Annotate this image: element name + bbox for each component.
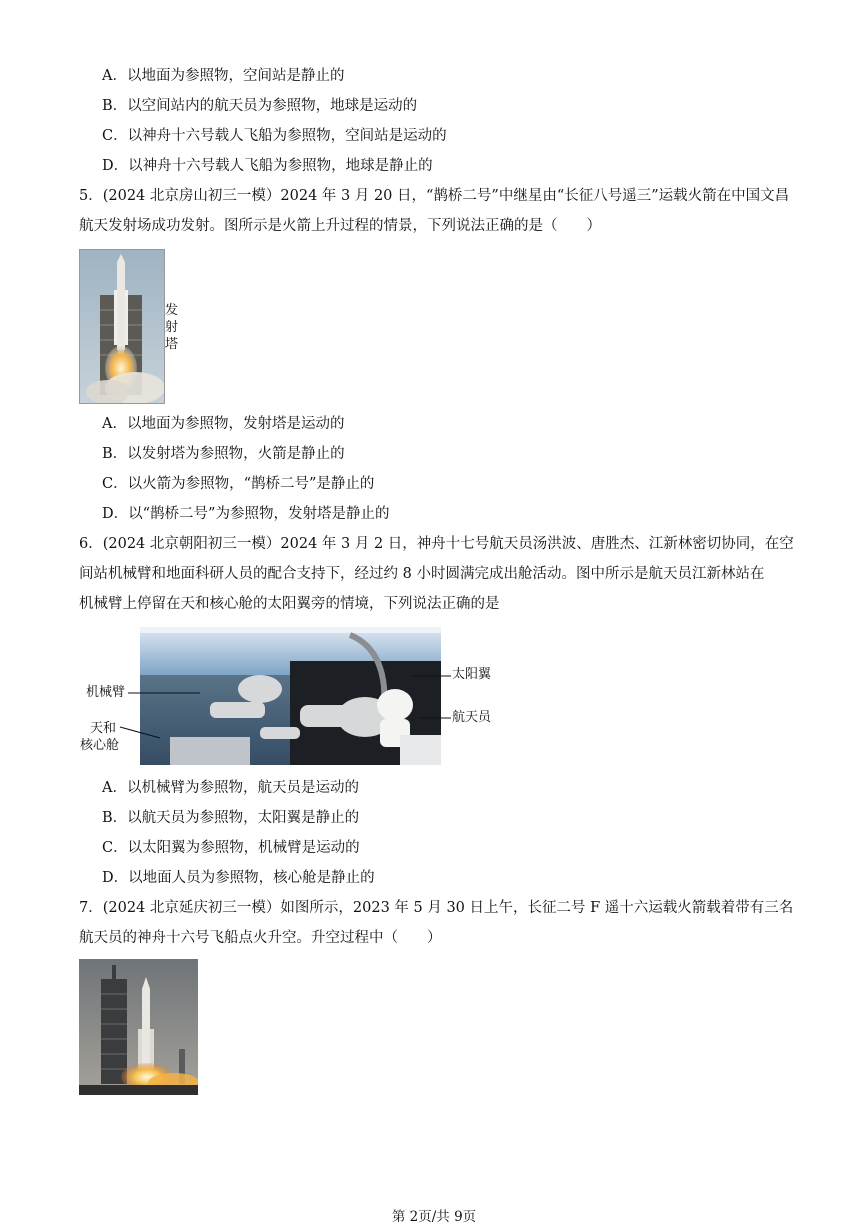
q4-option-d: D．以神舟十六号载人飞船为参照物，地球是静止的 bbox=[102, 158, 433, 174]
q6-stem-line2: 间站机械臂和地面科研人员的配合支持下，经过约 8 小时圆满完成出舱活动。图中所示是航天员江新林站在 bbox=[79, 566, 765, 582]
solar-wing-label: 太阳翼 bbox=[452, 667, 492, 682]
q6-stem-line3: 机械臂上停留在天和核心舱的太阳翼旁的情境，下列说法正确的是 bbox=[79, 596, 500, 612]
q5-option-b: B．以发射塔为参照物，火箭是静止的 bbox=[102, 446, 345, 462]
q5-option-a: A．以地面为参照物，发射塔是运动的 bbox=[102, 416, 345, 432]
q6-option-d: D．以地面人员为参照物，核心舱是静止的 bbox=[102, 870, 375, 886]
tianhe-label-line1: 天和 bbox=[90, 721, 117, 736]
core-module-label-line2: 核心舱 bbox=[80, 738, 120, 753]
launch-tower-label: 发射塔 bbox=[165, 303, 179, 352]
page-footer: 第 2页/共 9页 bbox=[391, 1209, 477, 1225]
q6-option-a: A．以机械臂为参照物，航天员是运动的 bbox=[102, 780, 359, 796]
q5-option-d: D．以“鹊桥二号”为参照物，发射塔是静止的 bbox=[102, 506, 390, 522]
astronaut-label: 航天员 bbox=[452, 710, 492, 725]
q6-option-b: B．以航天员为参照物，太阳翼是静止的 bbox=[102, 810, 360, 826]
q4-option-a: A．以地面为参照物，空间站是静止的 bbox=[102, 68, 345, 84]
q6-callout-lines bbox=[0, 620, 868, 770]
rocket-liftoff-image bbox=[79, 959, 198, 1095]
q7-rocket-figure bbox=[79, 959, 198, 1095]
q6-stem-line1: 6．(2024 北京朝阳初三一模）2024 年 3 月 2 日，神舟十七号航天员汤洪波、唐胜杰、江新林密切协同，在空 bbox=[79, 536, 794, 552]
q7-stem-line2: 航天员的神舟十六号飞船点火升空。升空过程中（ ） bbox=[79, 930, 442, 946]
q6-option-c: C．以太阳翼为参照物，机械臂是运动的 bbox=[102, 840, 360, 856]
q5-stem-line2: 航天发射场成功发射。图所示是火箭上升过程的情景，下列说法正确的是（ ） bbox=[79, 218, 601, 234]
q5-rocket-figure bbox=[79, 249, 165, 404]
q5-option-c: C．以火箭为参照物，“鹊桥二号”是静止的 bbox=[102, 476, 375, 492]
q4-option-c: C．以神舟十六号载人飞船为参照物，空间站是运动的 bbox=[102, 128, 447, 144]
q5-stem-line1: 5．(2024 北京房山初三一模）2024 年 3 月 20 日，“鹊桥二号”中继星由“长征八号遥三”运载火箭在中国文昌 bbox=[79, 188, 790, 204]
q4-option-b: B．以空间站内的航天员为参照物，地球是运动的 bbox=[102, 98, 418, 114]
rocket-launch-image bbox=[80, 250, 164, 403]
q7-stem-line1: 7．(2024 北京延庆初三一模）如图所示，2023 年 5 月 30 日上午，长征二号 F 遥十六运载火箭载着带有三名 bbox=[79, 900, 794, 916]
robotic-arm-label: 机械臂 bbox=[86, 685, 126, 700]
